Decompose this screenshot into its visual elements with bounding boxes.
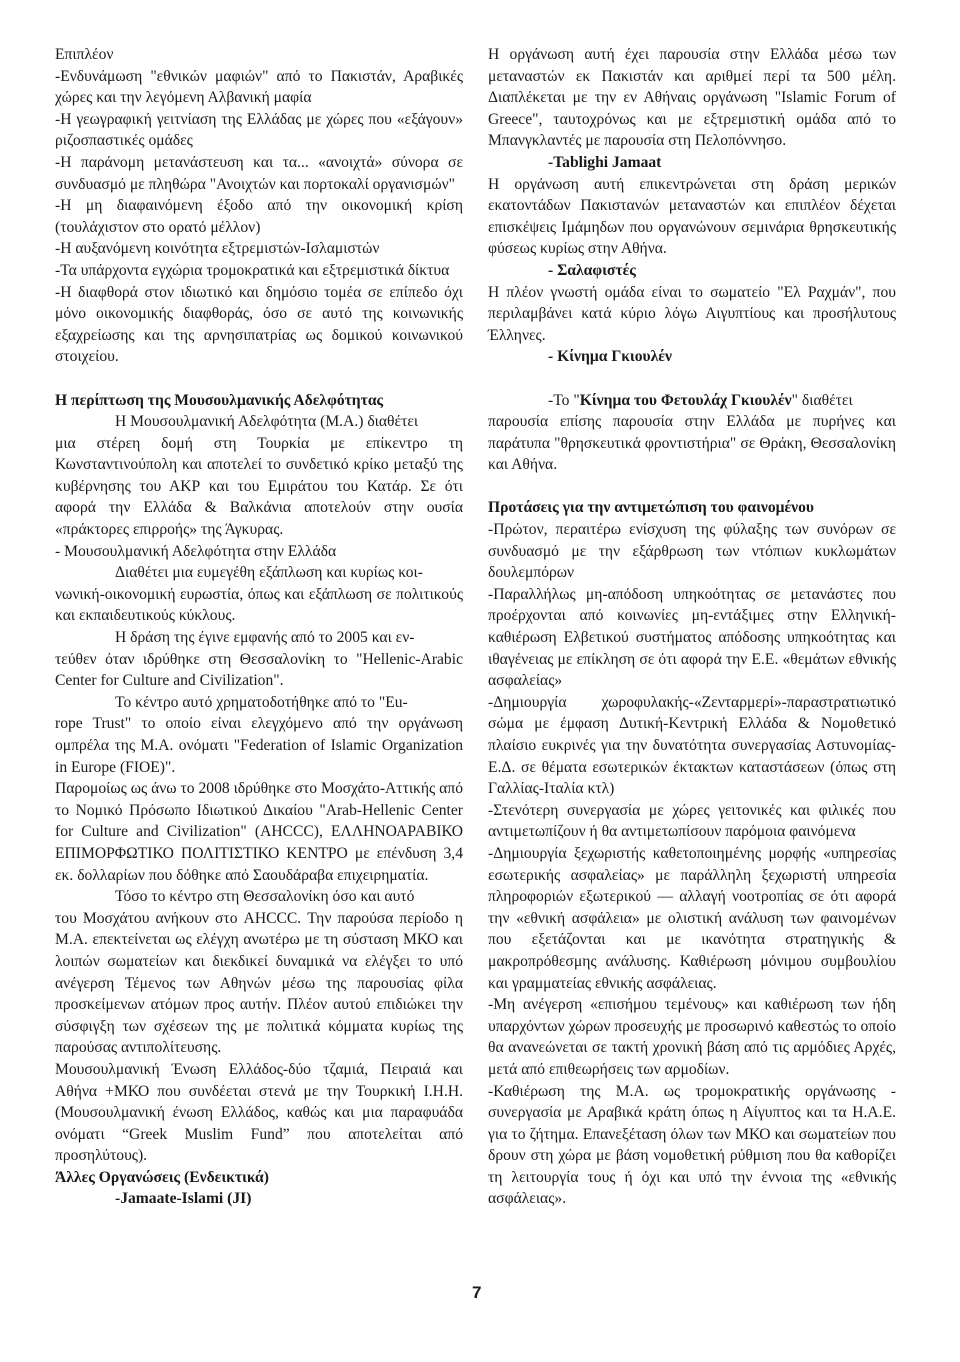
section-heading: Η περίπτωση της Μουσουλμανικής Αδελφότητας: [55, 391, 384, 409]
paragraph: Επιπλέον: [55, 46, 114, 63]
paragraph: -Τα υπάρχοντα εγχώρια τρομοκρατικά και εξτρεμιστικά δίκτυα: [55, 261, 450, 279]
paragraph: τεύθεν όταν ιδρύθηκε στη Θεσσαλονίκη το "Hellenic-Arabic Center for Culture and Civilization".: [55, 650, 463, 690]
paragraph: -Η αυξανόμενη κοινότητα εξτρεμιστών-Ισλαμιστών: [55, 240, 380, 258]
subheading: -Tablighi Jamaat: [548, 153, 662, 171]
subheading: - Σαλαφιστές: [548, 261, 636, 279]
spacer: [55, 368, 463, 390]
paragraph: παρουσία επίσης παρουσία στην Ελλάδα με πυρήνες και παράτυπα "θρησκευτικά φροντιστήρια" σε Θράκη, Θεσσαλονίκη και Αθήνα.: [488, 413, 896, 474]
spacer: [488, 368, 896, 390]
paragraph: -Παραλλήλως μη-απόδοση υπηκοότητας σε μετανάστες που προέρχονται από κοινωνίες μη-εντάξιμες στην Ελληνική-καθιέρωση Ελβετικού συστήματος απόδοσης υπηκοότητας και ιθαγένειας με επίκληση σε ότι αφορά την Ε.Ε. «θεμάτων εθνικής ασφαλείας»: [488, 585, 896, 690]
paragraph: -Η διαφθορά στον ιδιωτικό και δημόσιο τομέα σε επίπεδο όχι μόνο οικονομικής διαφθοράς, όσο σε αυτό της κοινωνικής εξαχρείωσης και της αρνησιπατρίας ως δομικού κοινωνικού στοιχείου.: [55, 283, 463, 366]
paragraph-lead: Τόσο το κέντρο στη Θεσσαλονίκη όσο και αυτό: [115, 888, 415, 906]
text: " διαθέτει: [791, 391, 853, 409]
right-column: [488, 44, 896, 1210]
subheading: - Κίνημα Γκιουλέν: [548, 348, 672, 366]
paragraph: Μουσουλμανική Ένωση Ελλάδος-δύο τζαμιά, Πειραιά και Αθήνα +ΜΚΟ που συνδέεται στενά με την Τουρκική Ι.Η.Η. (Μουσουλμανική ένωση Ελλάδος, καθώς και μια παραφυάδα ονόματι “Greek Muslim Fund” που αποτελείται από προσηλύτους).: [55, 1060, 463, 1165]
text: -Το ": [548, 391, 580, 409]
paragraph: -Πρώτον, περαιτέρω ενίσχυση της φύλαξης των συνόρων σε συνδυασμό με την εξάρθρωση των ντόπιων κυκλωμάτων δουλεμπόρων: [488, 521, 896, 582]
paragraph: Η οργάνωση αυτή επικεντρώνεται στη δράση μερικών εκατοντάδων Πακιστανών μεταναστών και επιπλέον δέχεται επισκέψεις Ιμάμηδων που οργανώνουν σεμινάρια θρησκευτικής φύσεως κυρίως στην Αθήνα.: [488, 175, 896, 258]
subheading: - Μουσουλμανική Αδελφότητα στην Ελλάδα: [55, 542, 337, 560]
bold-text: Κίνημα του Φετουλάχ Γκιουλέν: [579, 391, 792, 409]
left-column: [55, 44, 463, 1210]
paragraph-lead: Η Μουσουλμανική Αδελφότητα (Μ.Α.) διαθέτει: [115, 413, 419, 431]
paragraph: του Μοσχάτου ανήκουν στο AHCCC. Την παρούσα περίοδο η Μ.Α. επεκτείνεται ως ελέγχη ανωτέρω με τη σύσταση ΜΚΟ και λοιπών σωματείων και διεκδικεί δυναμικά να ελέγξει το υπό ανέγερση Τέμενος των Αθηνών μέσω της παρουσίας φίλα προσκείμενων ατόμων προς αυτήν. Πλέον αυτού επιδιώκει την σύσφιγξη των σχέσεων της με πολιτικά κόμματα κυρίως της παρούσας αντιπολίτευσης.: [55, 909, 463, 1057]
paragraph-lead: [488, 390, 896, 412]
subheading: -Jamaate-Islami (JI): [115, 1190, 252, 1208]
paragraph-lead: Η δράση της έγινε εμφανής από το 2005 και εν-: [115, 629, 415, 647]
paragraph: -Καθιέρωση της Μ.Α. ως τρομοκρατικής οργάνωσης - συνεργασία με Αραβικά κράτη όπως η Αίγυπτος και τα Η.Α.Ε. για το ζήτημα. Επανεξέταση όλων των ΜΚΟ και σωματείων που δρουν στη χώρα με βάση νομοθετική ρύθμιση που θα καθορίζει τη λειτουργία τους ή όχι και υπό την έννοια της «εθνικής ασφάλειας».: [488, 1082, 896, 1208]
spacer: [488, 476, 896, 498]
paragraph: -Στενότερη συνεργασία με χώρες γειτονικές και φιλικές που αντιμετωπίζουν ή θα αντιμετωπίσουν παρόμοια φαινόμενα: [488, 801, 896, 841]
paragraph: rope Trust" το οποίο είναι ελεγχόμενο από την οργάνωση ομπρέλα της Μ.Α. ονόματι "Federation of Islamic Organization in Europe (FIOE)".: [55, 715, 463, 776]
paragraph: -Η μη διαφαινόμενη έξοδο από την οικονομική κρίση (τουλάχιστον στο ορατό μέλλον): [55, 197, 463, 236]
section-heading: Προτάσεις για την αντιμετώπιση του φαινομένου: [488, 499, 815, 517]
paragraph: Η οργάνωση αυτή έχει παρουσία στην Ελλάδα μέσω των μεταναστών εκ Πακιστάν και αριθμεί περί τα 500 μέλη. Διαπλέκεται με την εν Αθήναις οργάνωση "Islamic Forum of Greece", ταυτοχρόνως και με εξτρεμιστική ομάδα από το Μπανγκλαντές με παρουσία στη Πελοπόννησο.: [488, 46, 896, 150]
paragraph: -Η γεωγραφική γειτνίαση της Ελλάδας με χώρες που «εξάγουν» ριζοσπαστικές ομάδες: [55, 110, 463, 150]
paragraph: -Η παράνομη μετανάστευση και τα... «ανοιχτά» σύνορα σε συνδυασμό με πληθώρα "Ανοιχτών και πορτοκαλί οργανισμών": [55, 153, 463, 193]
paragraph: -Ενδυνάμωση "εθνικών μαφιών" από το Πακιστάν, Αραβικές χώρες και την λεγόμενη Αλβανική μαφία: [55, 67, 463, 107]
page-number: 7: [472, 1283, 482, 1302]
paragraph: Παρομοίως ως άνω το 2008 ιδρύθηκε στο Μοσχάτο-Αττικής από το Νομικό Πρόσωπο Ιδιωτικού Δικαίου "Arab-Hellenic Center for Culture and Civilization" (AHCCC), ΕΛΛΗΝΟΑΡΑΒΙΚΟ ΕΠΙΜΟΡΦΩΤΙΚΟ ΠΟΛΙΤΙΣΤΙΚΟ ΚΕΝΤΡΟ με επένδυση 3,4 εκ. δολλαρίων που δόθηκε από Σαουδάραβα επιχειρηματία.: [55, 780, 463, 884]
paragraph: -Δημιουργία χωροφυλακής-«Ζενταρμερί»-παραστρατιωτικό σώμα με έμφαση Δυτική-Κεντρική Ελλάδα & Νομοθετικό πλαίσιο ευκρινές για την δυνατότητα συνεργασίας Αστυνομίας-Ε.Δ. σε θέματα εσωτερικών έκτακτων καταστάσεων (όπως στη Γαλλίας-Ιταλία κτλ): [488, 693, 896, 798]
paragraph: Η πλέον γνωστή ομάδα είναι το σωματείο "Ελ Ραχμάν", που περιλαμβάνει κατά κύριο λόγω Αιγυπτίους και προσήλυτους Έλληνες.: [488, 283, 896, 344]
paragraph: μια στέρεη δομή στη Τουρκία με επίκεντρο τη Κωνσταντινούπολη και αποτελεί το συνδετικό κρίκο μεταξύ της κυβέρνησης του ΑΚΡ και του Εμιράτου του Κατάρ. Σε ότι αφορά την Ελλάδα & Βαλκάνια αποτελούν στην ουσία «πράκτορες επιρροής» της Άγκυρας.: [55, 434, 463, 539]
paragraph-lead: Το κέντρο αυτό χρηματοδοτήθηκε από το "Eu-: [115, 693, 408, 711]
paragraph: νωνική-οικονομική ευρωστία, όπως και εξάπλωση σε πολιτικούς και εκπαιδευτικούς κύκλους.: [55, 585, 463, 625]
paragraph: -Μη ανέγερση «επισήμου τεμένους» και καθιέρωση των ήδη υπαρχόντων χώρων προσευχής με προσωρινό καθεστώς το οποίο θα ανανεώνεται σε τακτή χρονική βάση από τις αρμόδιες Αρχές, μετά από επιθεωρήσεις των αρμοδίων.: [488, 996, 896, 1078]
paragraph-lead: Διαθέτει μια ευμεγέθη εξάπλωση και κυρίως κοι-: [115, 564, 423, 582]
paragraph: -Δημιουργία ξεχωριστής καθετοποιημένης μορφής «υπηρεσίας εσωτερικής ασφαλείας» με παράλληλη ξεχωριστή υπηρεσία πληροφοριών εξωτερικού — αλλαγή νοοτροπίας σε ότι αφορά την «εθνική ασφάλεια» με ολιστική ανάλυση των φαινομένων που εξετάζονται και με ικανότητα στρατηγικής & μακροπρόθεσμης ανάλυσης. Καθιέρωση μόνιμου συμβουλίου και γραμματείας εθνικής ασφάλειας.: [488, 844, 896, 992]
section-heading: Άλλες Οργανώσεις (Ενδεικτικά): [55, 1168, 269, 1186]
